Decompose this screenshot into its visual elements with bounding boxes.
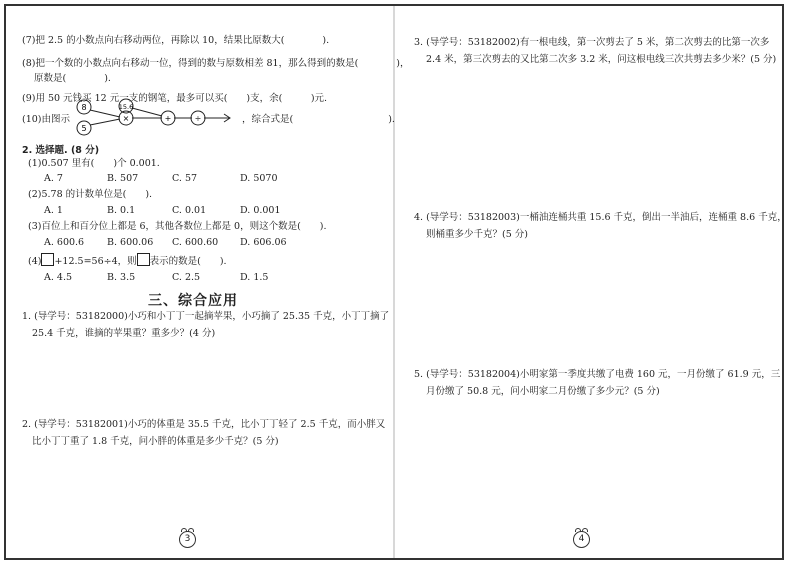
choice-1-a: A. 7 xyxy=(44,173,63,184)
problem-1-line2: 25.4 千克，谁摘的苹果重？重多少？(4 分) xyxy=(32,328,216,339)
choice-3-question: (3)百位上和百分位上都是 6，其他各数位上都是 0，则这个数是( ). xyxy=(28,221,327,232)
problem-5-line2: 月份缴了 50.8 元，问小明家二月份缴了多少元？(5 分) xyxy=(426,386,660,397)
blank-box xyxy=(41,253,54,266)
operation-diagram xyxy=(70,97,240,139)
choice-4-a: A. 4.5 xyxy=(44,272,73,283)
choice-3-a: A. 600.6 xyxy=(44,237,85,248)
choice-4-d: D. 1.5 xyxy=(240,272,269,283)
choice-2-question: (2)5.78 的计数单位是( ). xyxy=(28,189,153,200)
question-8-line1: (8)把一个数的小数点向右移动一位，得到的数与原数相差 81，那么得到的数是( )， xyxy=(22,58,410,69)
diagram-divide: ÷ xyxy=(194,114,202,123)
choice-3-b: B. 600.06 xyxy=(107,237,154,248)
choice-2-b: B. 0.1 xyxy=(107,205,136,216)
diagram-number-5: 5 xyxy=(81,124,87,133)
problem-1-line1: 1. (导学号：53182000)小巧和小丁丁一起摘苹果，小巧摘了 25.35 千克，小丁丁摘了 xyxy=(22,311,390,322)
blank-box xyxy=(137,253,150,266)
problem-3-line2: 2.4 米，第三次剪去的又比第二次多 3.2 米，问这根电线三次共剪去多少米？(5 分) xyxy=(426,54,777,65)
choice-3-d: D. 606.06 xyxy=(240,237,287,248)
section-2-title: 2. 选择题. (8 分) xyxy=(22,145,100,156)
question-10-prefix: (10)由图示 xyxy=(22,114,71,125)
question-7: (7)把 2.5 的小数点向右移动两位，再除以 10，结果比原数大( ). xyxy=(22,35,330,46)
problem-4-line2: 则桶重多少千克？(5 分) xyxy=(426,229,528,240)
choice-1-b: B. 507 xyxy=(107,173,139,184)
page-number-3: 3 xyxy=(179,531,196,548)
page-fold xyxy=(393,6,395,558)
page-number-4: 4 xyxy=(573,531,590,548)
diagram-multiply: × xyxy=(122,114,130,123)
choice-2-c: C. 0.01 xyxy=(172,205,207,216)
problem-4-line1: 4. (导学号：53182003)一桶油连桶共重 15.6 千克，倒出一半油后，连桶重 8.6 千克， xyxy=(414,212,787,223)
choice-1-question: (1)0.507 里有( )个 0.001. xyxy=(28,158,160,169)
choice-4-c: C. 2.5 xyxy=(172,272,201,283)
question-9: (9)用 50 元钱买 12 元一支的钢笔，最多可以买( )支，余( )元. xyxy=(22,93,328,104)
problem-2-line2: 比小丁丁重了 1.8 千克，问小胖的体重是多少千克？(5 分) xyxy=(32,436,279,447)
choice-1-c: C. 57 xyxy=(172,173,198,184)
diagram-plus: + xyxy=(164,114,172,123)
diagram-number-15-6: 15.6 xyxy=(118,103,134,111)
question-10-suffix: ，综合式是( ). xyxy=(242,114,395,125)
question-8-line2: 原数是( ). xyxy=(34,73,111,84)
choice-4-b: B. 3.5 xyxy=(107,272,136,283)
choice-2-a: A. 1 xyxy=(44,205,63,216)
diagram-number-8: 8 xyxy=(81,103,87,112)
choice-2-d: D. 0.001 xyxy=(240,205,281,216)
section-3-title: 三、综合应用 xyxy=(148,293,238,309)
problem-2-line1: 2. (导学号：53182001)小巧的体重是 35.5 千克，比小丁丁轻了 2.5 千克，而小胖又 xyxy=(22,419,386,430)
choice-4-question: (4) +12.5=56÷4，则 表示的数是( ). xyxy=(28,253,227,268)
choice-3-c: C. 600.60 xyxy=(172,237,219,248)
problem-5-line1: 5. (导学号：53182004)小明家第一季度共缴了电费 160 元，一月份缴了 61.9 元，三 xyxy=(414,369,781,380)
choice-1-d: D. 5070 xyxy=(240,173,278,184)
problem-3-line1: 3. (导学号：53182002)有一根电线，第一次剪去了 5 米，第二次剪去的比第一次多 xyxy=(414,37,770,48)
